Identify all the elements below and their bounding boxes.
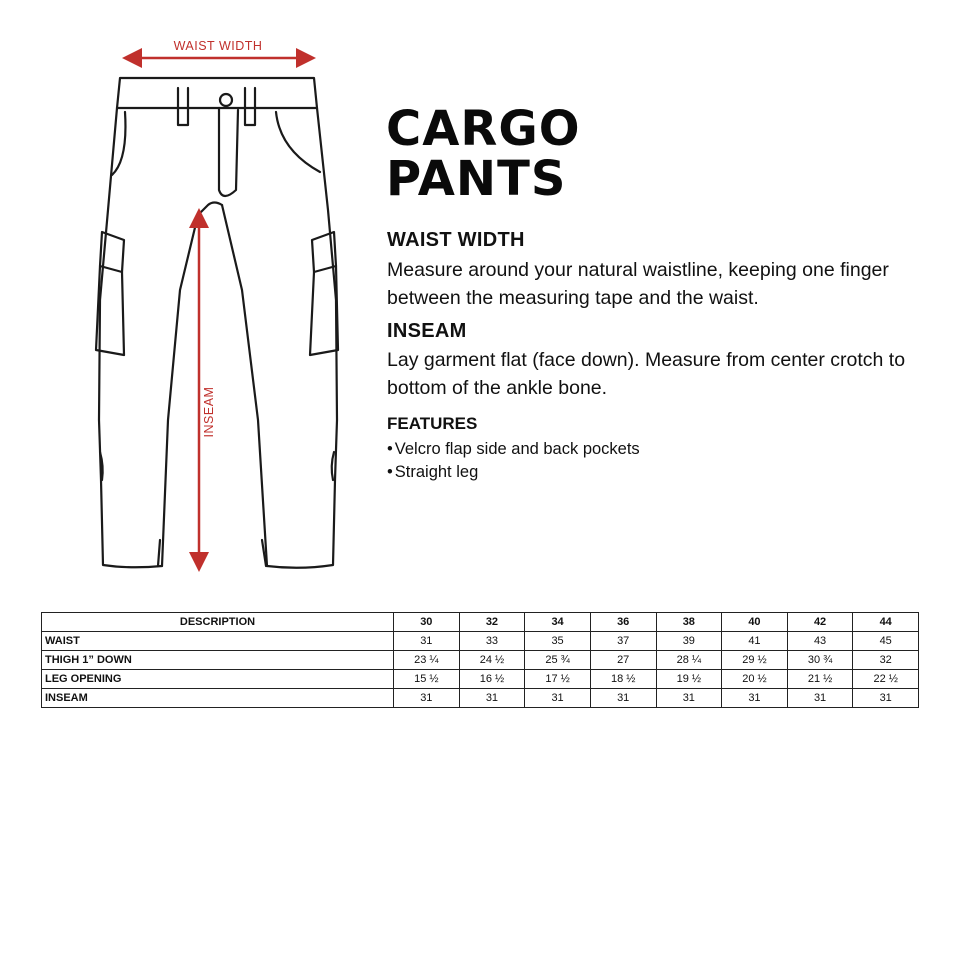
table-cell: 18 ½ xyxy=(590,670,656,689)
table-cell: 28 ¼ xyxy=(656,651,722,670)
table-cell: 33 xyxy=(459,632,525,651)
table-row xyxy=(42,670,919,689)
row-label: WAIST xyxy=(42,632,394,651)
row-label: LEG OPENING xyxy=(42,670,394,689)
table-cell: 20 ½ xyxy=(722,670,788,689)
features-list xyxy=(387,438,640,484)
table-row xyxy=(42,632,919,651)
table-cell: 31 xyxy=(590,689,656,708)
title-line-2: PANTS xyxy=(386,151,567,207)
table-cell: 31 xyxy=(394,632,460,651)
table-cell: 31 xyxy=(394,689,460,708)
row-label: INSEAM xyxy=(42,689,394,708)
table-cell: 37 xyxy=(590,632,656,651)
page-title xyxy=(386,101,581,207)
table-cell: 30 ¾ xyxy=(787,651,853,670)
column-header-size: 40 xyxy=(722,613,788,632)
inseam-heading: INSEAM xyxy=(387,320,467,342)
column-header-description: DESCRIPTION xyxy=(42,613,394,632)
table-cell: 16 ½ xyxy=(459,670,525,689)
column-header-size: 32 xyxy=(459,613,525,632)
column-header-size: 44 xyxy=(853,613,919,632)
table-cell: 43 xyxy=(787,632,853,651)
column-header-size: 38 xyxy=(656,613,722,632)
inseam-description: Lay garment flat (face down). Measure from center crotch to bottom of the ankle bone. xyxy=(387,349,906,399)
table-cell: 45 xyxy=(853,632,919,651)
size-chart-table xyxy=(41,612,919,708)
table-row xyxy=(42,651,919,670)
table-cell: 25 ¾ xyxy=(525,651,591,670)
table-cell: 19 ½ xyxy=(656,670,722,689)
table-cell: 35 xyxy=(525,632,591,651)
waist-width-heading: WAIST WIDTH xyxy=(387,229,525,251)
table-cell: 21 ½ xyxy=(787,670,853,689)
cargo-pants-diagram xyxy=(0,0,380,600)
table-cell: 22 ½ xyxy=(853,670,919,689)
table-cell: 41 xyxy=(722,632,788,651)
table-row xyxy=(42,689,919,708)
column-header-size: 42 xyxy=(787,613,853,632)
row-label: THIGH 1” DOWN xyxy=(42,651,394,670)
table-cell: 31 xyxy=(853,689,919,708)
table-cell: 15 ½ xyxy=(394,670,460,689)
inseam-diagram-label: INSEAM xyxy=(202,386,216,438)
features-heading: FEATURES xyxy=(387,414,478,433)
column-header-size: 36 xyxy=(590,613,656,632)
table-cell: 32 xyxy=(853,651,919,670)
table-cell: 27 xyxy=(590,651,656,670)
table-cell: 39 xyxy=(656,632,722,651)
table-cell: 31 xyxy=(722,689,788,708)
waist-width-description: Measure around your natural waistline, keeping one finger between the measuring tape and the waist. xyxy=(387,259,889,309)
feature-item: • Straight leg xyxy=(387,461,640,484)
pants-outline xyxy=(96,78,338,568)
table-header-row xyxy=(42,613,919,632)
table-cell: 23 ¼ xyxy=(394,651,460,670)
table-cell: 31 xyxy=(656,689,722,708)
table-cell: 29 ½ xyxy=(722,651,788,670)
column-header-size: 30 xyxy=(394,613,460,632)
table-cell: 17 ½ xyxy=(525,670,591,689)
table-cell: 31 xyxy=(787,689,853,708)
table-cell: 24 ½ xyxy=(459,651,525,670)
waist-width-diagram-label: WAIST WIDTH xyxy=(173,39,263,53)
feature-item: • Velcro flap side and back pockets xyxy=(387,438,640,461)
table-cell: 31 xyxy=(459,689,525,708)
column-header-size: 34 xyxy=(525,613,591,632)
title-line-1: CARGO xyxy=(386,101,581,157)
table-cell: 31 xyxy=(525,689,591,708)
